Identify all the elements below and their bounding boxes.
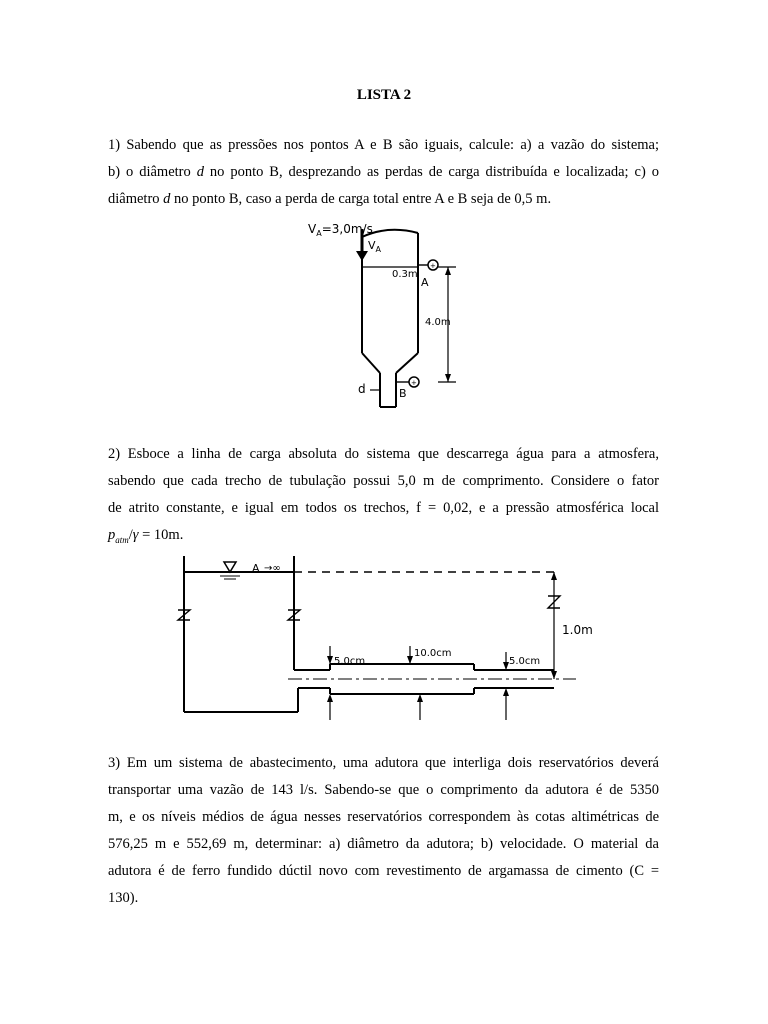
question-3-line: transportar uma vazão de 143 l/s. Sabendo-se que o comprimento da adutora é de 5350 [108, 782, 659, 798]
point-b-label: B [399, 387, 407, 400]
dim-left-label: 5.0cm [334, 656, 366, 667]
question-2-line: $p_{atm}/\gamma = 10m$. [108, 527, 184, 545]
dim-right-label: 5.0cm [509, 656, 541, 667]
svg-text:+: + [430, 262, 436, 270]
question-2-line: 2) Esboce a linha de carga absoluta do sistema que descarrega água para a atmosfera, [108, 446, 659, 462]
question-3 [108, 750, 659, 912]
question-3-line: adutora é de ferro fundido dúctil novo com revestimento de argamassa de cimento (C = [108, 863, 659, 879]
variable-d: d [163, 191, 171, 207]
point-a-label: A [252, 562, 260, 575]
question-2-line: sabendo que cada trecho de tubulação possui 5,0 m de comprimento. Considere o fator [108, 473, 659, 489]
svg-text:+: + [411, 379, 417, 387]
question-3-line: 130). [108, 890, 139, 906]
diameter-label: 0.3m [392, 269, 418, 280]
question-2 [108, 441, 659, 554]
va-label: $V_A=3,0m/s$ [308, 222, 373, 238]
question-1 [108, 132, 659, 213]
question-1-line: diâmetro d no ponto B, caso a perda de carga total entre A e B seja de 0,5 m. [108, 191, 552, 207]
figure-2-reservoir-diagram [176, 552, 606, 722]
question-3-line: 576,25 m e 552,69 m, determinar: a) diâmetro da adutora; b) velocidade. O material da [108, 836, 659, 852]
d-label: d [358, 382, 366, 396]
va-arrow-label: $V_A$ [368, 239, 382, 254]
variable-d: d [196, 164, 204, 180]
height-label: 4.0m [425, 317, 451, 328]
question-1-line: 1) Sabendo que as pressões nos pontos A e B são iguais, calcule: a) a vazão do sistema; [108, 137, 659, 153]
question-3-line: 3) Em um sistema de abastecimento, uma adutora que interliga dois reservatórios deverá [108, 755, 659, 771]
question-2-line: de atrito constante, e igual em todos os trechos, f = 0,02, e a pressão atmosférica local [108, 500, 659, 516]
dim-mid-label: 10.0cm [414, 648, 452, 659]
question-1-line: b) o diâmetro d no ponto B, desprezando as perdas de carga distribuída e localizada; c) o [108, 164, 659, 180]
height-label: 1.0m [562, 623, 593, 637]
point-a-label: A [421, 276, 429, 289]
page-title: LISTA 2 [356, 87, 412, 103]
figure-1-tank-diagram [300, 215, 480, 415]
arrow-icon: →∞ [264, 563, 281, 574]
question-3-line: m, e os níveis médios de água nesses reservatórios correspondem às cotas altimétricas de [108, 809, 659, 825]
